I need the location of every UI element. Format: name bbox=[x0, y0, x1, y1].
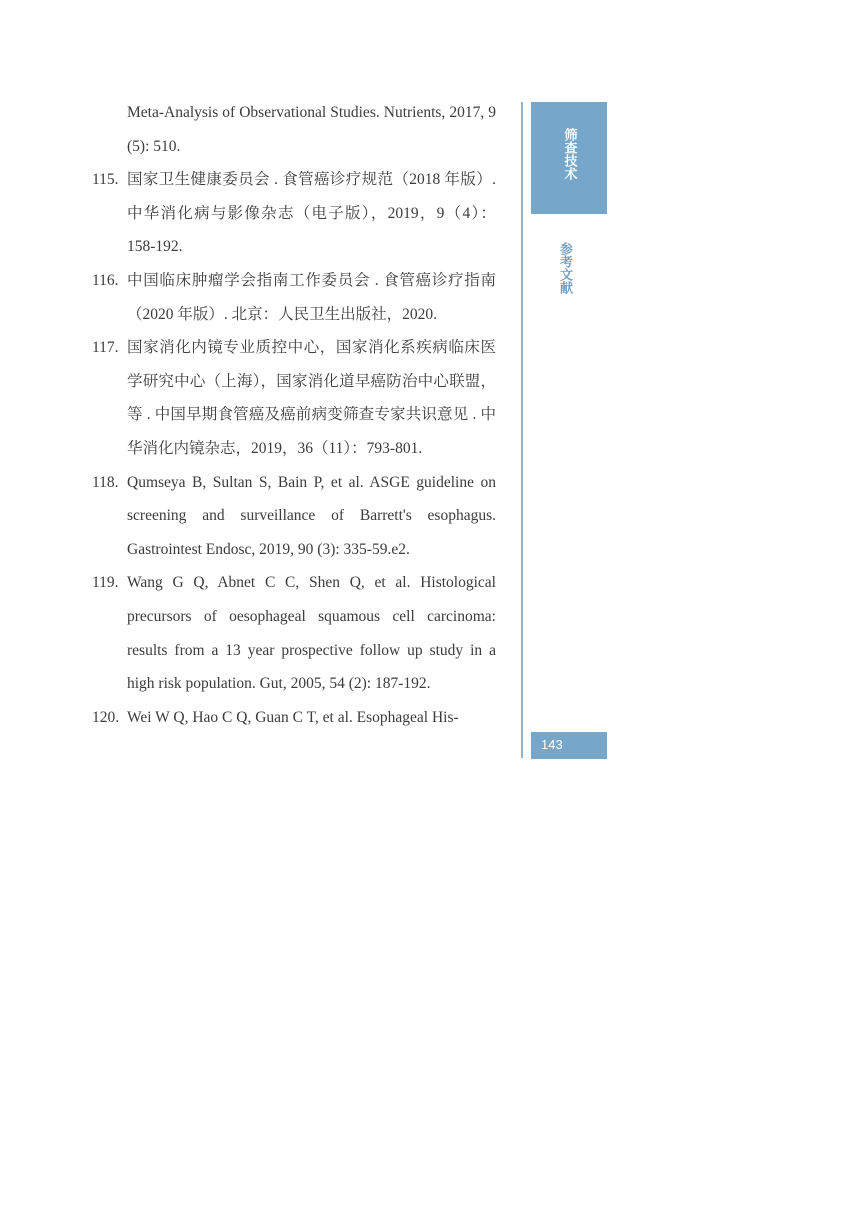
reference-text: Meta-Analysis of Observational Studies. Nutrients, 2017, 9 (5): 510. bbox=[127, 104, 496, 155]
margin-divider-line bbox=[521, 102, 523, 758]
reference-text: Wei W Q, Hao C Q, Guan C T, et al. Esophageal His- bbox=[127, 708, 459, 726]
reference-item bbox=[92, 466, 496, 567]
reference-text: 国家卫生健康委员会 . 食管癌诊疗规范（2018 年版）. 中华消化病与影像杂志（电子版），2019，9（4）：158-192. bbox=[127, 171, 496, 256]
reference-item bbox=[92, 701, 496, 735]
section-tab-label: 筛查技术 bbox=[561, 128, 577, 180]
reference-number: 116. bbox=[92, 271, 119, 289]
page-number-box bbox=[531, 732, 607, 759]
reference-text: Wang G Q, Abnet C C, Shen Q, et al. Histological precursors of oesophageal squamous cell carcinoma: results from a 13 year prospective follow up study in a high risk population. Gut, 2005, 54 (2): 187-192. bbox=[127, 574, 496, 693]
reference-text: 国家消化内镜专业质控中心，国家消化系疾病临床医学研究中心（上海），国家消化道早癌防治中心联盟，等 . 中国早期食管癌及癌前病变筛查专家共识意见 . 中华消化内镜杂志，2019，36（11）：793-801. bbox=[127, 339, 496, 457]
reference-number: 119. bbox=[92, 574, 119, 592]
reference-item bbox=[92, 163, 496, 264]
reference-item bbox=[92, 331, 496, 465]
reference-item bbox=[92, 96, 496, 163]
reference-item bbox=[92, 264, 496, 331]
reference-number: 117. bbox=[92, 339, 119, 357]
reference-list bbox=[92, 96, 496, 734]
reference-number: 118. bbox=[92, 473, 119, 491]
chapter-side-label: 参考文献 bbox=[557, 242, 572, 294]
page-number: 143 bbox=[541, 737, 563, 752]
reference-item bbox=[92, 566, 496, 700]
reference-text: Qumseya B, Sultan S, Bain P, et al. ASGE guideline on screening and surveillance of Barrett's esophagus. Gastrointest Endosc, 2019, 90 (3): 335-59.e2. bbox=[127, 473, 496, 558]
section-tab bbox=[531, 102, 607, 214]
reference-text: 中国临床肿瘤学会指南工作委员会 . 食管癌诊疗指南（2020 年版）. 北京：人民卫生出版社，2020. bbox=[127, 271, 496, 323]
reference-number: 115. bbox=[92, 171, 119, 189]
reference-number: 120. bbox=[92, 708, 120, 726]
